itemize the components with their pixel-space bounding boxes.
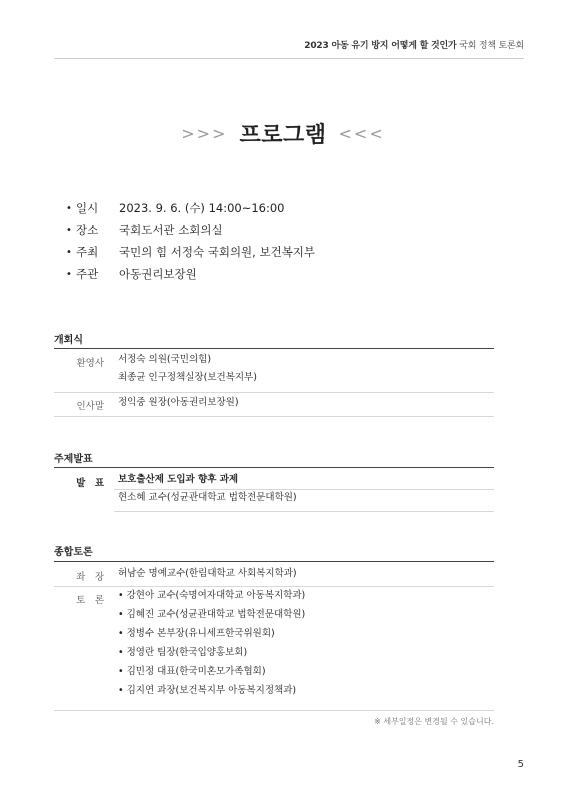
page-number: 5 — [517, 759, 524, 770]
section-title-presentation: 주제발표 — [54, 454, 93, 465]
info-value: 국회도서관 소회의실 — [119, 223, 223, 237]
welcome-speaker-2: 최종균 인구정책실장(보건복지부) — [118, 372, 257, 383]
header-divider — [54, 58, 524, 59]
panelist: • 정병수 본부장(유니세프한국위원회) — [118, 628, 275, 639]
info-key: 주관 — [76, 267, 99, 281]
running-header — [304, 38, 524, 51]
schedule-note: ※ 세부일정은 변경될 수 있습니다. — [374, 717, 494, 726]
title-decoration-right: <<< — [338, 124, 385, 143]
running-header-title: 2023 아동 유기 방지 어떻게 할 것인가 — [304, 41, 457, 51]
bullet-icon: • — [66, 246, 72, 258]
presentation-topic: 보호출산제 도입과 향후 과제 — [118, 474, 239, 485]
section-title-discussion: 종합토론 — [54, 547, 93, 558]
chair-person: 허남순 명예교수(한림대학교 사회복지학과) — [118, 568, 297, 579]
event-info-list — [66, 197, 315, 285]
row-divider — [54, 392, 494, 393]
page-title — [0, 118, 566, 149]
info-value: 아동권리보장원 — [119, 267, 197, 281]
bullet-icon: • — [66, 268, 72, 280]
section-divider — [54, 561, 494, 562]
page-title-text: 프로그램 — [239, 123, 327, 148]
info-value: 2023. 9. 6. (수) 14:00~16:00 — [119, 201, 285, 215]
presentation-label: 발 표 — [76, 478, 104, 489]
info-key: 일시 — [76, 201, 99, 215]
info-item-place — [66, 219, 315, 241]
info-key: 주최 — [76, 245, 99, 259]
panel-label: 토 론 — [76, 595, 104, 606]
panelist: • 강현아 교수(숙명여자대학교 아동복지학과) — [118, 590, 306, 601]
title-decoration-left: >>> — [181, 124, 228, 143]
welcome-speaker-1: 서정숙 의원(국민의힘) — [118, 354, 212, 365]
panelist-list — [118, 586, 305, 700]
row-divider — [54, 710, 494, 711]
section-title-opening: 개회식 — [54, 335, 83, 346]
row-divider — [114, 511, 494, 512]
chair-label: 좌 장 — [76, 572, 104, 583]
info-item-organizer — [66, 263, 315, 285]
welcome-label: 환영사 — [76, 358, 104, 369]
bullet-icon: • — [66, 202, 72, 214]
panelist: • 김민정 대표(한국미혼모가족협회) — [118, 666, 266, 677]
panelist: • 김혜진 교수(성균관대학교 법학전문대학원) — [118, 609, 306, 620]
greeting-speaker: 정익중 원장(아동권리보장원) — [118, 397, 239, 408]
welcome-speakers — [118, 351, 257, 387]
info-item-host — [66, 241, 315, 263]
greeting-label: 인사말 — [76, 401, 104, 412]
presenter: 현소혜 교수(성균관대학교 법학전문대학원) — [118, 492, 297, 503]
panelist: • 김지연 과장(보건복지부 아동복지정책과) — [118, 685, 297, 696]
bullet-icon: • — [66, 224, 72, 236]
section-divider — [54, 348, 494, 349]
info-item-date — [66, 197, 315, 219]
panelist: • 정영란 팀장(한국입양홍보회) — [118, 647, 248, 658]
section-divider — [54, 467, 494, 468]
info-key: 장소 — [76, 223, 99, 237]
running-header-subtitle: 국회 정책 토론회 — [459, 41, 524, 51]
row-divider — [54, 416, 494, 417]
info-value: 국민의 힘 서정숙 국회의원, 보건복지부 — [119, 245, 316, 259]
